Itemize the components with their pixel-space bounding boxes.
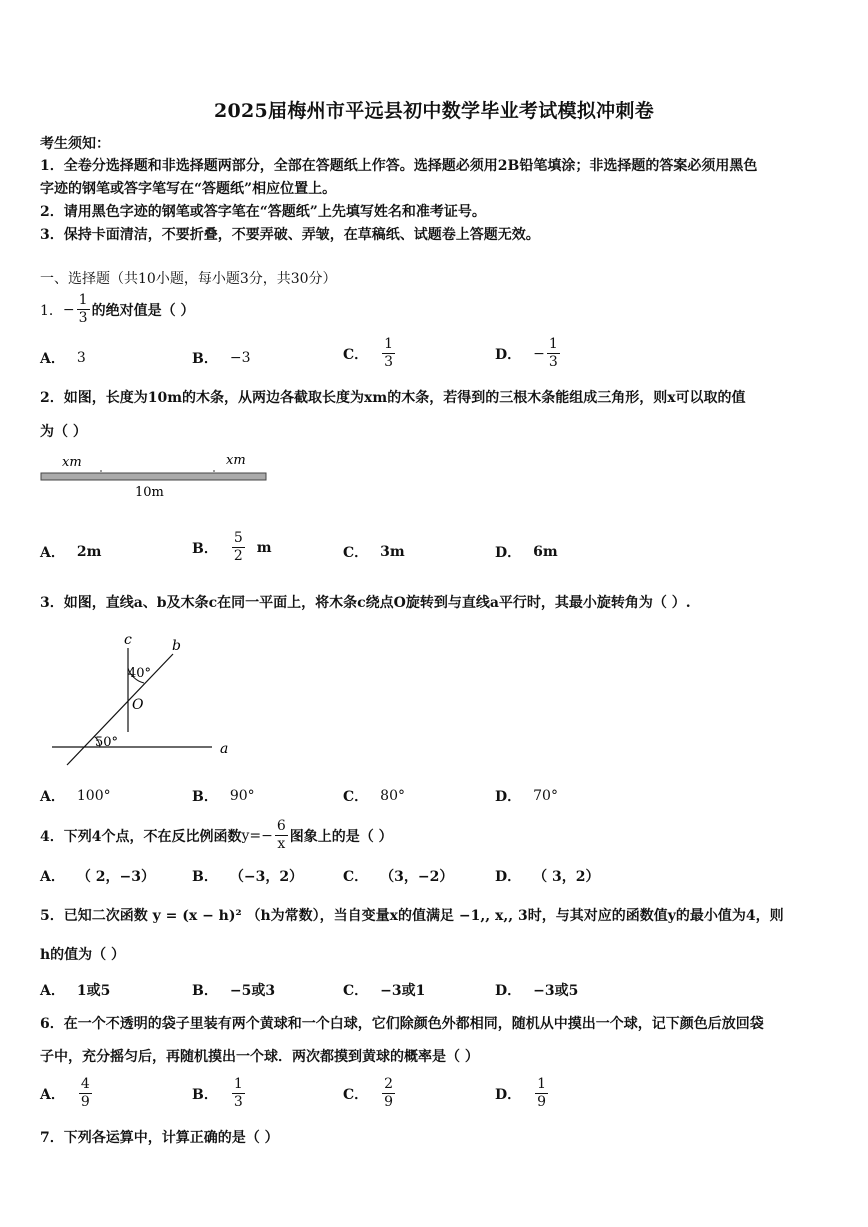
option-text: 70°	[533, 788, 558, 804]
section-heading: 一、选择题（共10小题，每小题3分，共30分）	[40, 271, 337, 287]
left-cut-label: xm	[62, 455, 82, 470]
option-text: −3或1	[380, 983, 426, 999]
option-text: 3m	[380, 544, 405, 560]
question-text: 图象上的是（ ）	[289, 828, 393, 845]
option-letter: D．	[495, 789, 522, 805]
label-o: O	[132, 697, 144, 713]
fraction	[232, 1076, 245, 1111]
option-text: 90°	[229, 788, 255, 804]
wood-strip	[41, 473, 266, 480]
question-6-line2: 子中，充分摇匀后，再随机摸出一个球．两次都摸到黄球的概率是（ ）	[40, 1049, 479, 1065]
line-b	[67, 654, 173, 765]
question-5-line2: h的值为（ ）	[40, 947, 126, 963]
option-letter: A．	[40, 789, 65, 805]
fraction-numerator: 1	[537, 1076, 547, 1092]
option-d[interactable]	[495, 542, 558, 562]
angle-label-40: 40°	[128, 666, 152, 681]
option-letter: C．	[343, 346, 369, 363]
option-letter: D．	[495, 869, 522, 885]
option-letter: D．	[495, 983, 522, 999]
fraction	[547, 336, 560, 371]
fraction-numerator: 1	[548, 336, 558, 352]
fraction-denominator: 9	[384, 1094, 394, 1110]
function-expression: y=−	[241, 827, 273, 844]
fraction-denominator: 2	[233, 548, 243, 564]
fraction-numerator: 1	[233, 1076, 243, 1092]
option-d[interactable]	[495, 866, 600, 886]
fraction-denominator: 3	[384, 354, 394, 370]
fraction-denominator: 3	[548, 354, 558, 370]
option-d[interactable]	[495, 336, 562, 371]
fraction-numerator: 6	[276, 818, 286, 834]
option-unit: m	[256, 539, 272, 556]
question-2-line1: 2．如图，长度为10m的木条，从两边各截取长度为xm的木条，若得到的三根木条能组成三角形，则x可以取的值	[40, 390, 746, 406]
option-b[interactable]	[192, 1076, 247, 1111]
question-4	[40, 818, 393, 853]
fraction	[275, 818, 288, 853]
option-letter: C．	[343, 983, 369, 999]
notice-item: 3．保持卡面清洁，不要折叠，不要弄破、弄皱，在草稿纸、试题卷上答题无效。	[40, 227, 540, 243]
option-letter: A．	[40, 351, 65, 367]
option-letter: D．	[495, 346, 522, 363]
option-text: −5或3	[229, 983, 276, 999]
option-letter: A．	[40, 1086, 65, 1103]
label-a: a	[220, 741, 229, 757]
fraction-denominator: 3	[233, 1094, 243, 1110]
option-d[interactable]	[495, 786, 558, 806]
option-c[interactable]	[343, 1076, 397, 1111]
option-a[interactable]	[40, 786, 111, 806]
option-text: −3或5	[533, 983, 579, 999]
question-6-line1: 6．在一个不透明的袋子里装有两个黄球和一个白球，它们除颜色外都相同，随机从中摸出一个球，记下颜色后放回袋	[40, 1016, 764, 1032]
question-5-line1: 5．已知二次函数 y = (x − h)² （h为常数），当自变量x的值满足 −1,, x,, 3时，与其对应的函数值y的最小值为4，则	[40, 908, 784, 924]
option-d[interactable]	[495, 1076, 550, 1111]
cut-mark-left	[100, 470, 102, 472]
question-1	[40, 292, 194, 327]
page-title: 2025届梅州市平远县初中数学毕业考试模拟冲刺卷	[213, 100, 655, 122]
option-text: 80°	[380, 788, 405, 804]
label-c: c	[124, 632, 132, 648]
option-c[interactable]	[343, 336, 397, 371]
option-b[interactable]	[192, 786, 255, 806]
fraction	[232, 530, 245, 565]
option-letter: A．	[40, 983, 65, 999]
option-letter: C．	[343, 545, 369, 561]
question-text: 的绝对值是（ ）	[91, 302, 195, 319]
option-a[interactable]	[40, 348, 86, 368]
notice-item: 字迹的钢笔或答字笔写在“答题纸”相应位置上。	[40, 181, 337, 197]
right-cut-label: xm	[226, 453, 246, 468]
fraction	[535, 1076, 548, 1111]
fraction-numerator: 5	[233, 530, 243, 546]
fraction	[382, 1076, 395, 1111]
fraction	[382, 336, 395, 371]
fraction-sign: −	[533, 345, 545, 362]
label-b: b	[172, 638, 181, 654]
notice-item: 2．请用黑色字迹的钢笔或答字笔在“答题纸”上先填写姓名和准考证号。	[40, 204, 486, 220]
option-letter: D．	[495, 545, 522, 561]
option-letter: C．	[343, 869, 369, 885]
fraction-numerator: 2	[384, 1076, 394, 1092]
option-letter: D．	[495, 1086, 522, 1103]
option-b[interactable]	[192, 348, 250, 368]
strip-length-label: 10m	[135, 485, 164, 500]
option-letter: B．	[192, 540, 218, 557]
fraction-numerator: 4	[80, 1076, 90, 1092]
fraction-denominator: 3	[78, 310, 88, 326]
option-text: （ 2，−3）	[76, 869, 155, 885]
option-letter: C．	[343, 789, 369, 805]
option-b[interactable]	[192, 530, 272, 565]
option-letter: A．	[40, 545, 65, 561]
option-text: （−3，2）	[229, 869, 304, 885]
option-letter: B．	[192, 789, 218, 805]
option-c[interactable]	[343, 980, 425, 1000]
option-c[interactable]	[343, 542, 405, 562]
option-a[interactable]	[40, 1076, 94, 1111]
fraction-sign: −	[62, 301, 75, 318]
option-c[interactable]	[343, 786, 405, 806]
option-b[interactable]	[192, 866, 303, 886]
option-letter: C．	[343, 1086, 369, 1103]
option-letter: A．	[40, 869, 65, 885]
angle-label-50: 50°	[95, 735, 119, 750]
option-d[interactable]	[495, 980, 578, 1000]
notice-item: 1．全卷分选择题和非选择题两部分，全部在答题纸上作答。选择题必须用2B铅笔填涂；非选择题的答案必须用黑色	[40, 158, 758, 174]
fraction-denominator: 9	[537, 1094, 547, 1110]
option-text: 3	[76, 350, 86, 366]
option-text: 6m	[533, 544, 558, 560]
cut-mark-right	[213, 470, 215, 472]
question-text: 4．下列4个点，不在反比例函数	[40, 828, 242, 845]
notice-heading: 考生须知：	[40, 136, 110, 152]
wood-strip-figure	[38, 450, 273, 502]
fraction-denominator: 9	[80, 1094, 90, 1110]
option-letter: B．	[192, 351, 218, 367]
option-text: 100°	[76, 788, 111, 804]
lines-rotation-figure	[40, 628, 240, 768]
fraction	[77, 292, 90, 327]
question-7: 7．下列各运算中，计算正确的是（ ）	[40, 1130, 279, 1146]
option-a[interactable]	[40, 542, 101, 562]
option-a[interactable]	[40, 866, 155, 886]
question-number: 1．	[40, 302, 63, 319]
fraction-numerator: 1	[384, 336, 394, 352]
fraction	[79, 1076, 92, 1111]
option-text: （3，−2）	[380, 869, 454, 885]
option-letter: B．	[192, 983, 218, 999]
option-a[interactable]	[40, 980, 110, 1000]
question-3: 3．如图，直线a、b及木条c在同一平面上，将木条c绕点O旋转到与直线a平行时，其最小旋转角为（ ）.	[40, 595, 691, 611]
option-b[interactable]	[192, 980, 275, 1000]
option-c[interactable]	[343, 866, 453, 886]
fraction-numerator: 1	[78, 292, 88, 308]
option-text: 2m	[76, 544, 102, 560]
option-text: −3	[229, 350, 251, 366]
question-2-line2: 为（ ）	[40, 424, 87, 440]
option-text: 1或5	[76, 983, 111, 999]
option-letter: B．	[192, 1086, 218, 1103]
fraction-denominator: x	[277, 836, 286, 852]
option-letter: B．	[192, 869, 218, 885]
option-text: （ 3，2）	[533, 869, 600, 885]
